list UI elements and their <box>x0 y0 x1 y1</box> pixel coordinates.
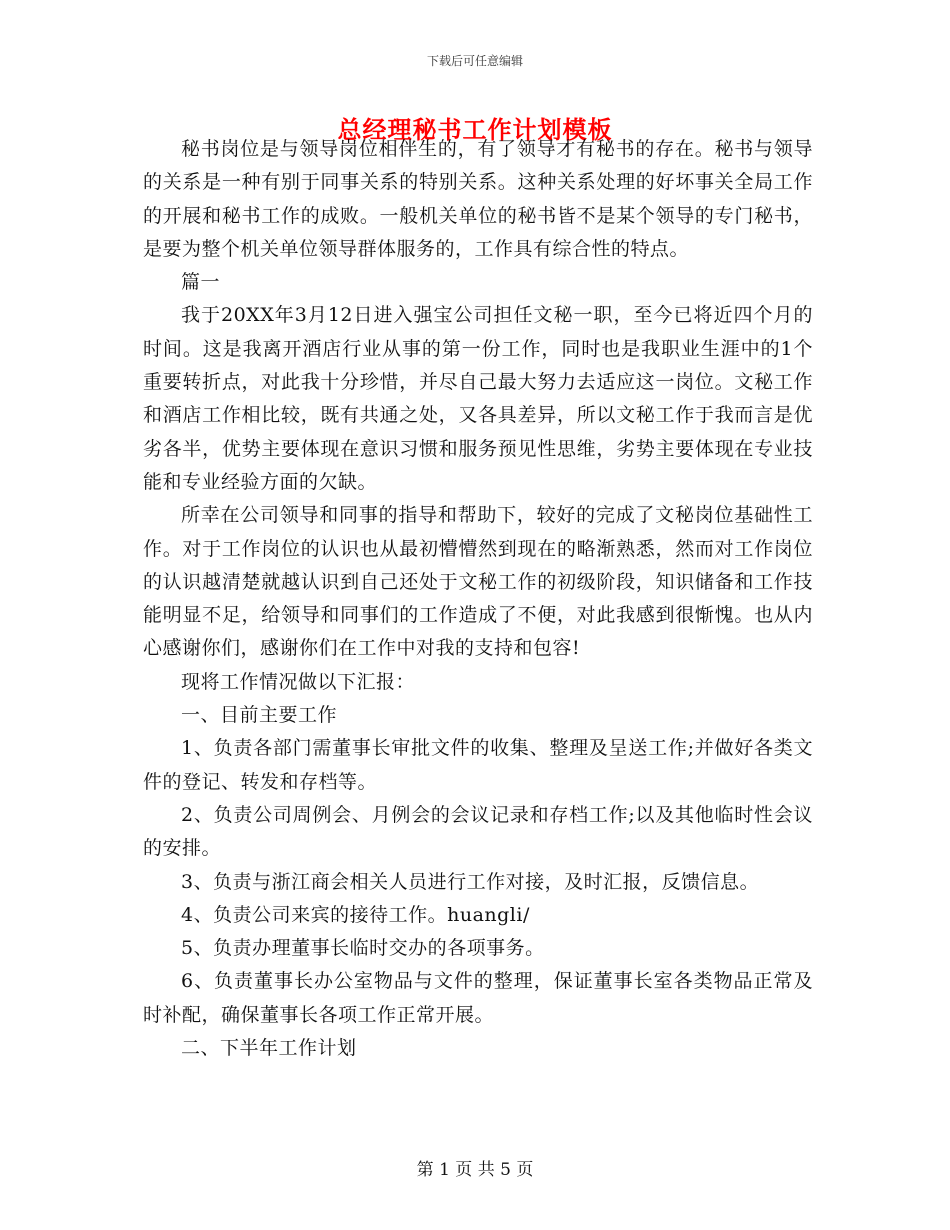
paragraph-report-intro: 现将工作情况做以下汇报： <box>181 670 416 693</box>
paragraph-experience: 我于20XX年3月12日进入强宝公司担任文秘一职，至今已将近四个月的时间。这是我离开酒店行业从事的第一份工作，同时也是我职业生涯中的1个重要转折点，对此我十分珍惜，并尽自己最大努力去适应这一岗位。文秘工作和酒店工作相比较，既有共通之处，又各具差异，所以文秘工作于我而言是优劣各半，优势主要体现在意识习惯和服务预见性思维，劣势主要体现在专业技能和专业经验方面的欠缺。 <box>143 304 813 493</box>
heading-next-half-plan: 二、下半年工作计划 <box>181 1037 357 1060</box>
list-item-3: 3、负责与浙江商会相关人员进行工作对接，及时汇报，反馈信息。 <box>181 870 760 893</box>
list-item-1: 1、负责各部门需董事长审批文件的收集、整理及呈送工作;并做好各类文件的登记、转发和存档等。 <box>143 737 813 793</box>
header-note: 下载后可任意编辑 <box>426 54 523 68</box>
heading-current-work: 一、目前主要工作 <box>181 704 338 727</box>
list-item-5: 5、负责办理董事长临时交办的各项事务。 <box>181 937 545 960</box>
document-title: 总经理秘书工作计划模板 <box>337 116 613 144</box>
paragraph-section-label: 篇一 <box>181 271 221 294</box>
list-item-2: 2、负责公司周例会、月例会的会议记录和存档工作;以及其他临时性会议的安排。 <box>143 803 813 860</box>
paragraph-gratitude: 所幸在公司领导和同事的指导和帮助下，较好的完成了文秘岗位基础性工作。对于工作岗位的认识也从最初懵懵然到现在的略渐熟悉，然而对工作岗位的认识越清楚就越认识到自己还处于文秘工作的初级阶段，知识储备和工作技能明显不足，给领导和同事们的工作造成了不便，对此我感到很惭愧。也从内心感谢你们，感谢你们在工作中对我的支持和包容! <box>143 504 813 660</box>
list-item-4: 4、负责公司来宾的接待工作。huangli/ <box>181 903 530 926</box>
page-footer: 第 1 页 共 5 页 <box>416 1160 534 1180</box>
document-body <box>143 133 813 1065</box>
list-item-6: 6、负责董事长办公室物品与文件的整理，保证董事长室各类物品正常及时补配，确保董事长各项工作正常开展。 <box>143 970 813 1026</box>
paragraph-intro: 秘书岗位是与领导岗位相伴生的，有了领导才有秘书的存在。秘书与领导的关系是一种有别于同事关系的特别关系。这种关系处理的好坏事关全局工作的开展和秘书工作的成败。一般机关单位的秘书皆不是某个领导的专门秘书，是要为整个机关单位领导群体服务的，工作具有综合性的特点。 <box>143 138 813 260</box>
